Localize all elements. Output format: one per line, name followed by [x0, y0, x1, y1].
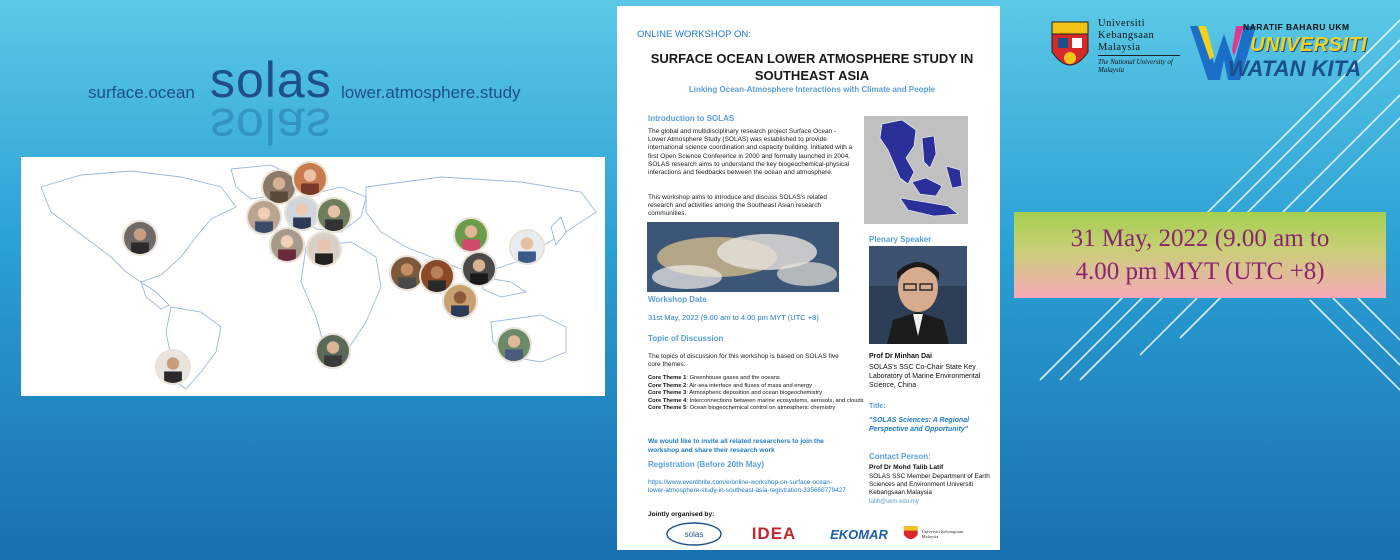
date-banner [1014, 212, 1386, 298]
registration-link[interactable]: https://www.eventbrite.com/e/online-workshop-on-surface-ocean-lower-atmosphere-study-in-southeast-asia-registration-335660779427 [648, 479, 846, 495]
topic-text: The topics of discussion for this workshop is based on SOLAS five core themes: [648, 353, 839, 369]
core-theme-item: Core Theme 1: Greenhouse gases and the oceans [648, 375, 780, 381]
plenary-speaker-heading: Plenary Speaker [869, 235, 932, 244]
intro-heading: Introduction to SOLAS [648, 114, 735, 123]
solas-logo [88, 45, 558, 154]
core-theme-label: Core Theme 3 [648, 390, 687, 397]
idea-org-logo-text: IDEA [751, 524, 797, 543]
intro-paragraph-2: This workshop aims to introduce and discuss SOLAS's related research and activities among the Southeast Asian research communities. [648, 194, 827, 218]
core-theme-text: Greenhouse gases and the oceans [689, 375, 780, 381]
flyer-title: SURFACE OCEAN LOWER ATMOSPHERE STUDY IN SOUTHEAST ASIA [650, 51, 974, 83]
title-heading: Title: [869, 403, 886, 410]
ekomar-org-logo-text: EKOMAR [830, 526, 888, 542]
participant-avatar [269, 227, 305, 263]
core-theme-label: Core Theme 4 [648, 397, 687, 404]
ukm-subtitle: The National University of Malaysia [1098, 58, 1173, 74]
watan-mid-text: UNIVERSITI [1250, 34, 1368, 56]
solas-org-logo [665, 521, 723, 547]
universiti-watan-kita-logo [1188, 18, 1383, 84]
solas-org-logo-text: solas [684, 529, 704, 539]
topic-heading: Topic of Discussion [648, 334, 724, 343]
participant-avatar [316, 197, 352, 233]
core-theme-item: Core Theme 2: Air-sea interface and fluxes of mass and energy [648, 382, 813, 389]
ukm-line-1: Universiti [1098, 18, 1145, 29]
ukm-line-3: Malaysia [1098, 42, 1141, 53]
contact-role: SOLAS SSC Member Department of Earth Sciences and Environment Universiti Kebangsaan Malaysia [869, 473, 990, 497]
workshop-date-heading: Workshop Date [648, 295, 707, 304]
watan-top-text: NARATIF BAHARU UKM [1243, 22, 1350, 32]
talk-title: "SOLAS Sciences: A Regional Perspective and Opportunity" [869, 417, 970, 433]
date-banner-line-1: 31 May, 2022 (9.00 am to [1070, 225, 1330, 252]
idea-org-logo [739, 521, 809, 547]
southeast-asia-map [864, 116, 968, 224]
speaker-photo [869, 246, 967, 344]
participant-avatar [509, 229, 545, 265]
core-theme-text: Interconnections between marine ecosystems, aerosols, and clouds [689, 397, 864, 404]
core-theme-item: Core Theme 4: Interconnections between marine ecosystems, aerosols, and clouds [648, 397, 864, 404]
speaker-role: SOLAS's SSC Co-Chair State Key Laboratory of Marine Environmental Science, China [869, 364, 981, 389]
core-theme-item: Core Theme 5: Ocean biogeochemical control on atmospheric chemistry [648, 405, 836, 412]
core-theme-label: Core Theme 1 [648, 375, 687, 381]
speaker-name: Prof Dr Minhan Dai [869, 353, 933, 360]
participant-avatar [453, 217, 489, 253]
participant-avatar [122, 220, 158, 256]
workshop-date-text: 31st May, 2022 (9.00 am to 4.00 pm MYT (UTC +8) [648, 313, 819, 322]
ukm-crest-icon [1048, 18, 1092, 78]
ukm-small-logo [903, 521, 973, 547]
participant-avatar [442, 283, 478, 319]
participant-avatar [496, 327, 532, 363]
core-theme-text: Atmospheric deposition and ocean biogeochemistry [689, 390, 823, 397]
participant-avatar [315, 333, 351, 369]
participant-avatar [461, 251, 497, 287]
satellite-image [647, 222, 839, 292]
intro-paragraph-1: The global and multidisciplinary research project Surface Ocean - Lower Atmosphere Study (SOLAS) was established to provide international science coordination and capacity building. Initiated with a first Open Science Conference in 2000 and formally launched in 2004, SOLAS research aims to understand the key biogeochemical-physical interactions and feedbacks between the ocean and atmosphere. [648, 128, 853, 177]
core-theme-label: Core Theme 2 [648, 382, 687, 389]
core-theme-item: Core Theme 3: Atmospheric deposition and ocean biogeochemistry [648, 390, 823, 397]
participant-avatar [284, 195, 320, 231]
world-map-panel [21, 157, 605, 396]
flyer-online-label: ONLINE WORKSHOP ON: [637, 29, 751, 40]
solas-word-reflection: solas [210, 98, 332, 154]
participant-avatar [292, 161, 328, 197]
registration-heading: Registration (Before 20th May) [648, 460, 765, 469]
ekomar-org-logo [827, 521, 891, 547]
jointly-organised-label: Jointly organised by: [648, 511, 715, 518]
solas-right-text: lower.atmosphere.study [341, 83, 521, 102]
core-theme-text: Ocean biogeochemical control on atmospheric chemistry [689, 405, 836, 412]
flyer-subtitle: Linking Ocean-Atmosphere Interactions with Climate and People [688, 85, 936, 94]
contact-email[interactable]: talib@ukm.edu.my [869, 499, 919, 505]
solas-word: solas [210, 52, 332, 108]
watan-bottom-text: WATAN KITA [1228, 56, 1362, 81]
workshop-flyer [617, 6, 1000, 550]
core-theme-list [648, 375, 868, 413]
invite-text: We would like to invite all related researchers to join the workshop and share their research work [648, 438, 824, 454]
participant-avatar [306, 231, 342, 267]
ukm-line-2: Kebangsaan [1098, 30, 1155, 41]
ukm-small-logo-text: Universiti Kebangsaan Malaysia [921, 528, 964, 539]
ukm-logo [1048, 18, 1183, 82]
date-banner-line-2: 4.00 pm MYT (UTC +8) [1075, 258, 1325, 285]
core-theme-text: Air-sea interface and fluxes of mass and energy [689, 382, 813, 389]
contact-heading: Contact Person: [869, 452, 931, 461]
solas-left-text: surface.ocean [88, 83, 195, 102]
contact-name: Prof Dr Mohd Talib Latif [869, 464, 944, 471]
core-theme-label: Core Theme 5 [648, 405, 687, 412]
participant-avatar [155, 349, 191, 385]
